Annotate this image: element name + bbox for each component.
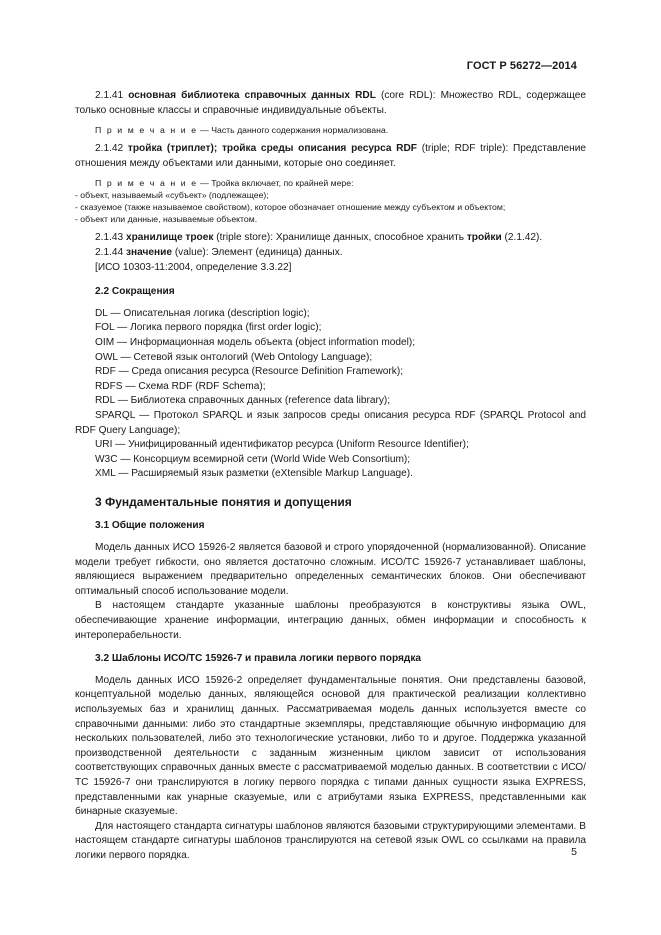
term-definition: (core RDL): Множество RDL, содержащее только основные классы и справочные индивидуальные объекты. (75, 90, 586, 116)
page-number: 5 (571, 846, 577, 858)
term-number: 2.1.41 (95, 90, 124, 101)
abbreviation-item: FOL — Логика первого порядка (first order logic); (95, 322, 322, 334)
term-number: 2.1.42 (95, 143, 124, 155)
note-text: — Часть данного содержания нормализована. (197, 125, 389, 136)
note-item: - объект, называемый «субъект» (подлежащее); (75, 190, 269, 201)
abbreviation-item: DL — Описательная логика (description logic); (95, 307, 310, 319)
section-heading-2-2: 2.2 Сокращения (95, 286, 175, 298)
term-definition: (triple store): Хранилище данных, способное хранить (213, 232, 467, 244)
abbreviation-item: URI — Унифицированный идентификатор ресурса (Uniform Resource Identifier); (95, 439, 469, 451)
note-label: П р и м е ч а н и е (95, 178, 198, 189)
note-2 (75, 177, 586, 225)
term-2-1-41 (75, 89, 586, 118)
note-item: - сказуемое (также называемое свойством), которое обозначает отношение между субъектом и объектом; (75, 202, 506, 213)
abbreviation-item: RDF — Среда описания ресурса (Resource Definition Framework); (95, 366, 404, 378)
abbreviation-item: RDFS — Схема RDF (RDF Schema); (95, 380, 266, 392)
abbreviations-list (75, 307, 586, 482)
document-body (75, 89, 586, 864)
term-number: 2.1.44 (95, 246, 124, 258)
paragraph: Модель данных ИСО 15926-2 определяет фундаментальные понятия. Они представлены базовой, концептуальной моделью данных, являющейся основой для практической реализации коллективно используемых баз и хранилищ данных. Рассматриваемая модель данных используется вместе со справочными данными: либо это стандартные экземпляры, представляющие обычную информацию для нескольких пользователей, либо это технологические установки, либо то и другое. Поддержка указанной производственной деятельности с заданным жизненным циклом зависит от использования соответствующих справочных данных вместе с рассматриваемой моделью данных. В соответствии с ИСО/ТС 15926-7 они транслируются в логику первого порядка с типами данных сущности языка EXPRESS, представленными как унарные сказуемые, или с атрибутами языка EXPRESS, представленными как бинарные сказуемые. (75, 674, 586, 818)
document-id-header: ГОСТ Р 56272—2014 (466, 60, 577, 72)
paragraph: В настоящем стандарте указанные шаблоны преобразуются в конструктивы языка OWL, обеспечивающие хранение информации, интеграцию данных, обмен информации и способность к интероперабельности. (75, 600, 586, 641)
term-title: основная библиотека справочных данных RDL (128, 90, 376, 101)
section-heading-3-2: 3.2 Шаблоны ИСО/ТС 15926-7 и правила логики первого порядка (95, 653, 422, 665)
term-source: [ИСО 10303-11:2004, определение 3.3.22] (95, 261, 292, 273)
section-heading-3: 3 Фундаментальные понятия и допущения (95, 494, 352, 509)
term-2-1-43 (75, 231, 586, 246)
paragraph: Для настоящего стандарта сигнатуры шаблонов являются базовыми структурирующими элементами. В настоящем стандарте сигнатуры шаблонов транслируются на сетевой язык OWL со ссылками на правила логики первого порядка. (75, 820, 586, 861)
term-title: тройка (триплет); тройка среды описания ресурса RDF (127, 143, 417, 155)
term-2-1-44 (75, 246, 586, 261)
term-2-1-42 (75, 142, 586, 171)
note-text: — Тройка включает, по крайней мере: (197, 178, 354, 189)
term-reference-number: (2.1.42). (501, 232, 543, 244)
section-heading-3-1: 3.1 Общие положения (95, 520, 205, 532)
term-number: 2.1.43 (95, 232, 124, 244)
term-definition: (triple; RDF triple): Представление отношения между объектами или данными, которые оно соединяет. (75, 143, 586, 169)
note-label: П р и м е ч а н и е (95, 125, 198, 136)
abbreviation-item: SPARQL — Протокол SPARQL и язык запросов среды описания ресурса RDF (SPARQL Protocol and RDF Query Language); (75, 409, 586, 436)
term-title: хранилище троек (125, 232, 214, 244)
abbreviation-item: RDL — Библиотека справочных данных (reference data library); (95, 395, 391, 407)
note-1 (75, 124, 586, 136)
abbreviation-item: W3C — Консорциум всемирной сети (World Wide Web Consortium); (95, 453, 411, 465)
paragraph: Модель данных ИСО 15926-2 является базовой и строго упорядоченной (нормализованной). Описание модели требует гибкости, оно является достаточно сложным. ИСО/ТС 15926-7 устанавливает шаблоны, являющиеся выражением предварительно определенных семантических блоков. Они обеспечивают оптимальный способ использование модели. (75, 542, 586, 597)
term-title: значение (125, 246, 172, 258)
term-definition: (value): Элемент (единица) данных. (172, 246, 343, 258)
term-reference: тройки (466, 232, 502, 244)
abbreviation-item: OIM — Информационная модель объекта (object information model); (95, 336, 416, 348)
note-header (75, 177, 586, 189)
abbreviation-item: OWL — Сетевой язык онтологий (Web Ontology Language); (95, 351, 373, 363)
note-item: - объект или данные, называемые объектом. (75, 214, 258, 225)
abbreviation-item: XML — Расширяемый язык разметки (eXtensible Markup Language). (95, 468, 413, 480)
